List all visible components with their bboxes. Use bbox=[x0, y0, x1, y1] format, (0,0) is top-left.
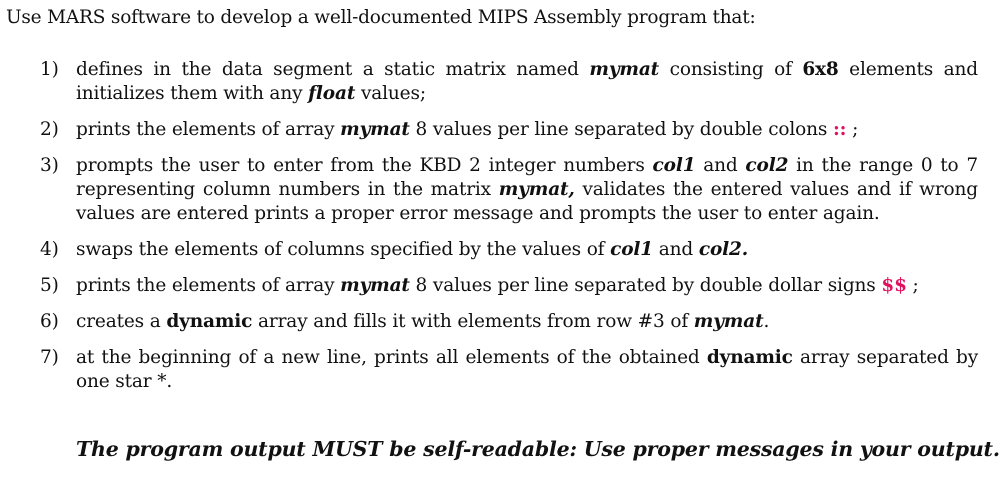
list-item-2: 2) prints the elements of array mymat 8 values per line separated by double colons :: ; bbox=[40, 119, 859, 140]
separator-symbol: $$ bbox=[881, 275, 907, 296]
item-number: 5) bbox=[40, 275, 59, 296]
footer-note: The program output MUST be self-readable: Use proper messages in your output. bbox=[76, 437, 1000, 461]
list-item-1: 1) defines in the data segment a static matrix named mymat consisting of 6x8 elements and initializes them with any float values; bbox=[40, 59, 979, 104]
list-item-3: 3) prompts the user to enter from the KBD 2 integer numbers col1 and col2 in the range 0 to 7 representing column numbers in the matrix mymat, validates the entered values and if wrong values are entered prints a proper error message and prompts the user to enter again. bbox=[40, 155, 979, 224]
intro-text: Use MARS software to develop a well-documented MIPS Assembly program that: bbox=[6, 7, 756, 28]
item-number: 1) bbox=[40, 59, 59, 80]
list-item-6: 6) creates a dynamic array and fills it with elements from row #3 of mymat. bbox=[40, 311, 770, 332]
item-number: 2) bbox=[40, 119, 59, 140]
requirements-list bbox=[40, 58, 978, 394]
item-number: 6) bbox=[40, 311, 59, 332]
list-item-7: 7) at the beginning of a new line, prints all elements of the obtained dynamic array separated by one star *. bbox=[40, 347, 978, 392]
item-number: 7) bbox=[40, 347, 59, 368]
item-number: 4) bbox=[40, 239, 59, 260]
item-number: 3) bbox=[40, 155, 59, 176]
separator-symbol: :: bbox=[832, 119, 847, 140]
list-item-5: 5) prints the elements of array mymat 8 values per line separated by double dollar signs $$ ; bbox=[40, 275, 919, 296]
list-item-4: 4) swaps the elements of columns specified by the values of col1 and col2. bbox=[40, 239, 749, 260]
